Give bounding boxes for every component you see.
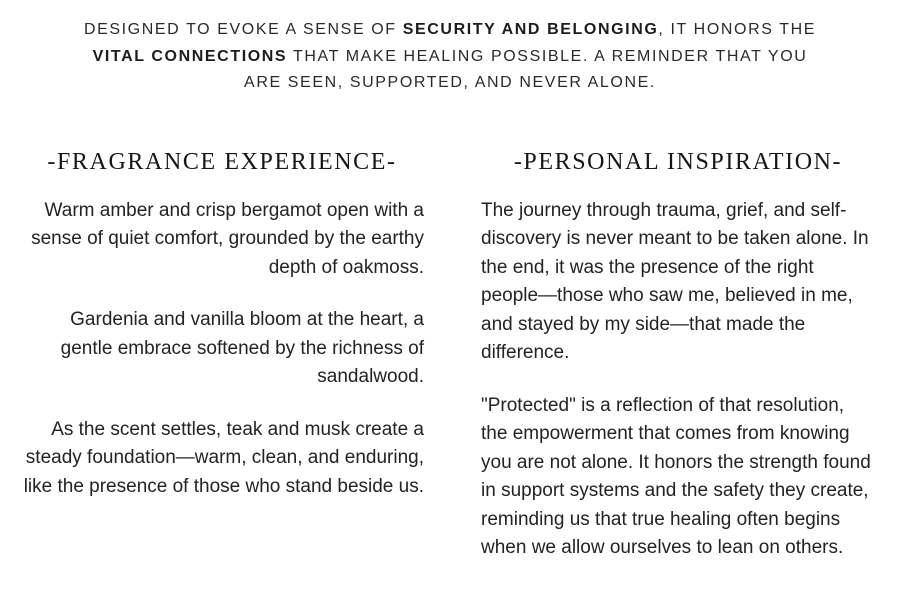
intro-text: ARE SEEN, SUPPORTED, AND NEVER ALONE.	[244, 74, 656, 91]
fragrance-experience-section	[20, 147, 424, 563]
fragrance-experience-text	[20, 197, 424, 502]
intro-line	[0, 70, 900, 97]
personal-inspiration-text	[481, 197, 875, 563]
intro-emphasis-text: VITAL CONNECTIONS	[92, 47, 288, 65]
personal-inspiration-section	[481, 147, 875, 563]
paragraph: "Protected" is a reflection of that resolution, the empowerment that comes from knowing you are not alone. It honors the strength found in support systems and the safety they create, reminding us that true healing often begins when we allow ourselves to lean on others.	[481, 394, 871, 558]
fragrance-experience-title: -FRAGRANCE EXPERIENCE-	[47, 148, 397, 175]
intro-text: DESIGNED TO EVOKE A SENSE OF	[83, 21, 403, 38]
paragraph: The journey through trauma, grief, and self-discovery is never meant to be taken alone. In the end, it was the presence of the right people—those who saw me, believed in me, and stayed by my side—that made the difference.	[481, 199, 869, 363]
paragraph: Warm amber and crisp bergamot open with a sense of quiet comfort, grounded by the earthy depth of oakmoss.	[31, 199, 424, 278]
intro-text: THAT MAKE HEALING POSSIBLE. A REMINDER THAT YOU	[287, 47, 808, 65]
intro-emphasis-text: SECURITY AND BELONGING	[402, 21, 659, 38]
intro-line	[0, 17, 900, 44]
paragraph: As the scent settles, teak and musk create a steady foundation—warm, clean, and enduring, like the presence of those who stand beside us.	[23, 418, 424, 497]
intro-text: , IT HONORS THE	[658, 21, 817, 38]
intro-line	[0, 44, 900, 71]
intro-statement	[0, 0, 900, 97]
paragraph: Gardenia and vanilla bloom at the heart, a gentle embrace softened by the richness of sandalwood.	[60, 309, 424, 387]
two-column-layout	[0, 147, 900, 563]
personal-inspiration-title: -PERSONAL INSPIRATION-	[513, 148, 843, 175]
